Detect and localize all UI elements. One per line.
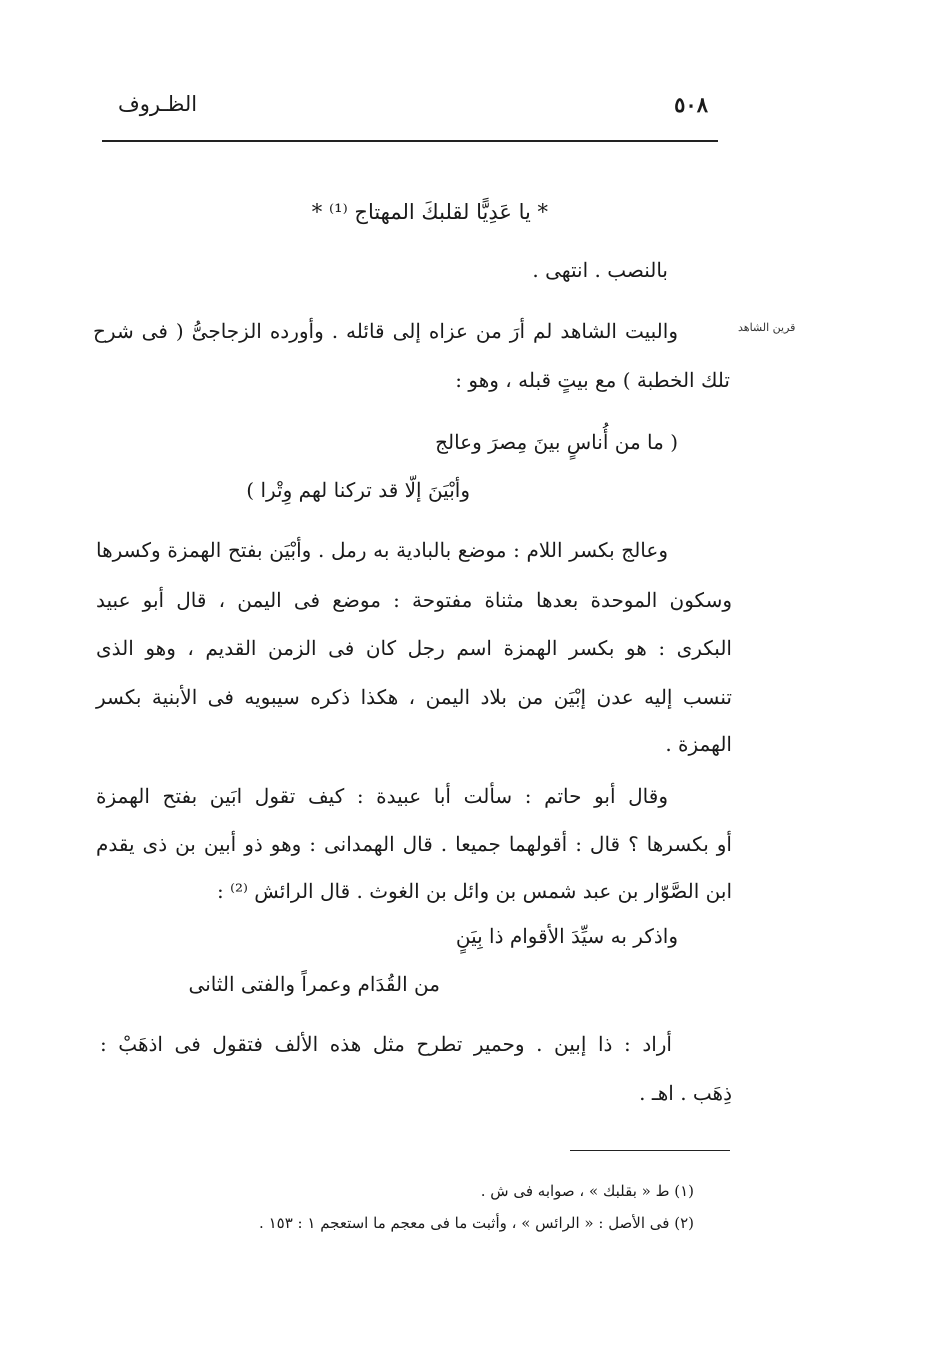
footnote-2: (٢) فى الأصل : « الرائس » ، وأثبت ما فى معجم ما استعجم ١ : ١٥٣ . (259, 1214, 694, 1232)
para1-line2: تلك الخطبة ) مع بيتٍ قبله ، وهو : (455, 368, 730, 392)
running-title: الظـروف (118, 92, 198, 116)
para2-line1: وعالج بكسر اللام : موضع بالبادية به رمل . وأبْيَن بفتح الهمزة وكسرها (96, 538, 668, 562)
poem1-line2: وأبْيَنَ إلّا قد تركنا لهم وِتْرا ) (246, 478, 470, 502)
verse-top: * يا عَدِيًّا لقلبكَ المهتاج ⁽¹⁾ * (311, 200, 548, 224)
para2-line3: البكرى : هو بكسر الهمزة اسم رجل كان فى الزمن القديم ، وهو الذى (96, 636, 732, 660)
footnote-1: (١) ط « بقلبك » ، صوابه فى ش . (480, 1182, 694, 1200)
footnote-rule (570, 1150, 730, 1151)
para2-line4: تنسب إليه عدن إبْيَن من بلاد اليمن ، هكذا ذكره سيبويه فى الأبنية بكسر (96, 685, 732, 709)
poem2-line2: من القُدَام وعمراً والفتى الثانى (188, 972, 440, 996)
margin-note: قرين الشاهد (738, 321, 796, 334)
poem1-line1: ( ما من أُناسٍ بينَ مِصرَ وعالج (435, 430, 678, 454)
page-number: ٥٠٨ (674, 92, 708, 117)
para3-line2: أو بكسرها ؟ قال : أقولهما جميعا . قال الهمدانى : وهو ذو أبين بن ذى يقدم (96, 832, 732, 856)
para4-line2: ذِهَب . اهـ . (639, 1081, 732, 1105)
poem2-line1: واذكر به سيِّدَ الأقوام ذا بِيَنٍ (455, 924, 678, 948)
para4-line1: أراد : ذا إبين . وحمير تطرح مثل هذه الألف فتقول فى اذهَبْ : (100, 1032, 672, 1056)
para3-line3: ابن الصَّوّار بن عبد شمس بن وائل بن الغوث . قال الرائش ⁽²⁾ : (216, 879, 732, 903)
para3-line1: وقال أبو حاتم : سألت أبا عبيدة : كيف تقول ابَين بفتح الهمزة (96, 784, 668, 808)
para1-line1: والبيت الشاهد لم أرَ من عزاه إلى قائله . وأورده الزجاجىُّ ( فى شرح (93, 319, 678, 343)
para2-line2: وسكون الموحدة بعدها مثناة مفتوحة : موضع فى اليمن ، قال أبو عبيد (96, 588, 732, 612)
para2-line5: الهمزة . (665, 732, 732, 756)
header-rule (102, 140, 718, 142)
line-nasb: بالنصب . انتهى . (532, 258, 668, 282)
